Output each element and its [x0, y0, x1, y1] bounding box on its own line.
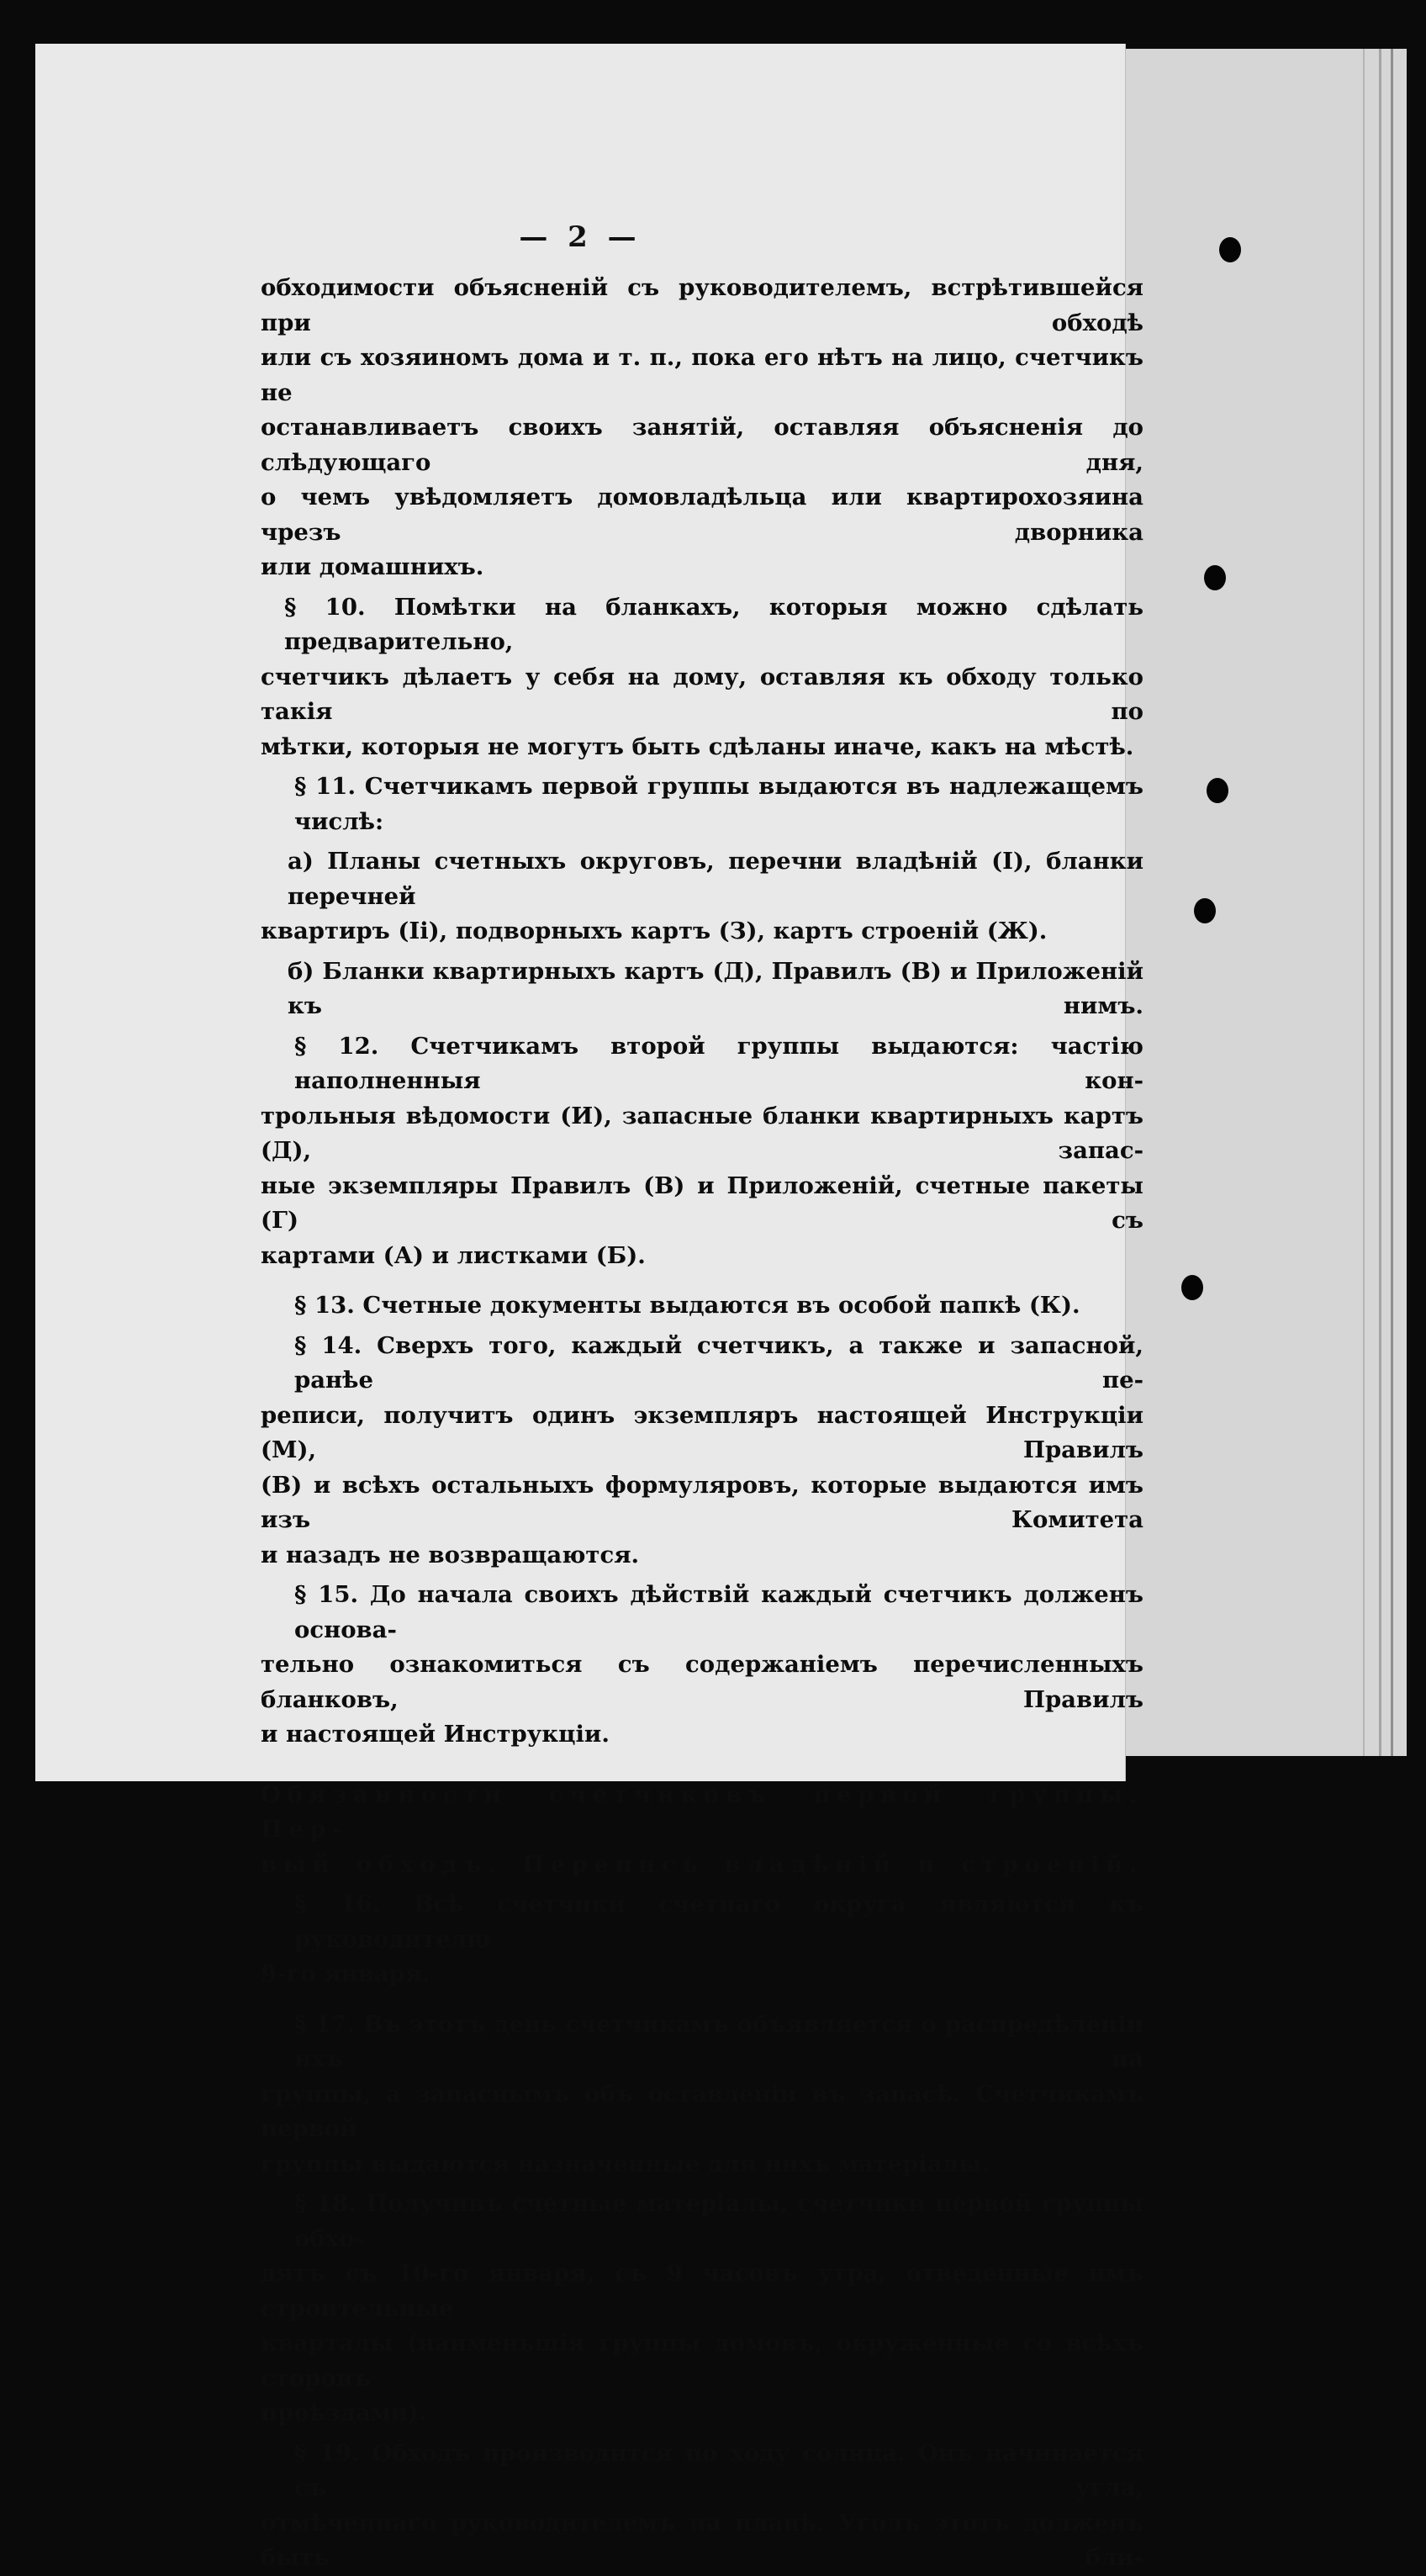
punch-hole — [1204, 565, 1226, 590]
paragraph-14 — [261, 1329, 1143, 1399]
paragraph-17 — [261, 2007, 1143, 2077]
text-line: группы, а запаснымъ объ оставленіи въ запасѣ. Счетчикамъ первой — [261, 2080, 1143, 2142]
text-line: проѣздами). — [261, 2399, 427, 2426]
text-line: останавливаетъ своихъ занятій, оставляя объясненія до слѣдующаго дня, — [261, 414, 1143, 476]
text-line: § 17. Въ этотъ день счетчикамъ объявляется о распредѣленіи ихъ на — [294, 2010, 1143, 2072]
paragraph-18-cont — [261, 2256, 1143, 2431]
text-line: § 10. Помѣтки на бланкахъ, которыя можно сдѣлать предварительно, — [284, 593, 1143, 655]
text-line: § 13. Счетные документы выдаются въ особой папкѣ (К). — [294, 1292, 1080, 1319]
heading-line: вый обходъ. Перепись владѣній и строеній. — [261, 1850, 1143, 1878]
text-line: 9-го января. — [261, 1960, 430, 1987]
text-line: а) Планы счетныхъ округовъ, перечни владѣній (І), бланки перечней — [288, 848, 1143, 910]
page-number: — 2 — — [519, 220, 642, 254]
text-line: б) Бланки квартирныхъ картъ (Д), Правилъ (В) и Приложеній къ нимъ. — [288, 957, 1143, 1019]
text-line: § 14. Сверхъ того, каждый счетчикъ, а также и запасной, ранѣе пе- — [294, 1331, 1143, 1394]
paragraph-11 — [261, 770, 1143, 839]
text-line: дятъ съ 10-го января, съ 9 часовъ утра, отведенные имъ строительные — [261, 2260, 1143, 2322]
text-line: счетчикъ дѣлаетъ у себя на дому, оставляя къ обходу только такія по — [261, 663, 1143, 725]
text-line: обходимости объясненій съ руководителемъ, встрѣтившейся при обходѣ — [261, 274, 1143, 336]
section-heading — [261, 1778, 1143, 1883]
text-line: мѣтки, которыя не могутъ быть сдѣланы иначе, какъ на мѣстѣ. — [261, 733, 1134, 760]
text-line: о чемъ увѣдомляетъ домовладѣльца или квартирохозяина чрезъ дворника — [261, 484, 1143, 546]
paragraph-12-cont — [261, 1099, 1143, 1274]
text-line: квартиръ (Іі), подворныхъ картъ (З), картъ строеній (Ж). — [261, 918, 1048, 944]
text-line: и настоящей Инструкціи. — [261, 1721, 610, 1748]
paragraph-13 — [261, 1288, 1143, 1324]
paragraph-15 — [261, 1578, 1143, 1648]
text-line: (В) и всѣхъ остальныхъ формуляровъ, которые выдаются имъ изъ Комитета — [261, 1471, 1143, 1533]
text-line: или съ хозяиномъ дома и т. п., пока его нѣтъ на лицо, счетчикъ не — [261, 344, 1143, 406]
text-line: тельно ознакомиться съ содержаніемъ перечисленныхъ бланковъ, Правилъ — [261, 1651, 1143, 1713]
text-line: § 15. До начала своихъ дѣйствій каждый счетчикъ долженъ основа- — [294, 1581, 1143, 1643]
text-line: § 11. Счетчикамъ первой группы выдаются въ надлежащемъ числѣ: — [294, 773, 1143, 835]
text-line: отмѣченнаго руководителемъ на планѣ. Уголъ этотъ долженъ быть бли- — [261, 2509, 1143, 2571]
punch-hole — [1194, 898, 1216, 923]
text-line: или домашнихъ. — [261, 553, 484, 580]
text-line: § 12. Счетчикамъ второй группы выдаются: частію наполненныя кон- — [294, 1032, 1143, 1094]
punch-hole — [1207, 778, 1228, 803]
paragraph-18 — [261, 2187, 1143, 2256]
paragraph-15-cont — [261, 1648, 1143, 1753]
text-line: § 16. Всѣ счетчики счетнаго округа являются къ руководителю — [294, 1891, 1143, 1953]
text-line: и назадъ не возвращаются. — [261, 1541, 640, 1568]
paragraph-11b — [261, 955, 1143, 1024]
text-line: группы выдаются назначенные для нихъ матеріалы. — [261, 2150, 990, 2177]
punch-hole — [1219, 237, 1241, 262]
text-line: кварталы (наименьшія группы домовъ, окруженные со всѣхъ сторонъ — [261, 2330, 1143, 2392]
document-page — [35, 44, 1143, 2571]
punch-hole — [1181, 1275, 1203, 1300]
text-line: картами (А) и листками (Б). — [261, 1241, 646, 1269]
text-line: § 19. Обходъ производится по ходу солнца. Онъ начинается съ угла, — [294, 2439, 1143, 2501]
paragraph-12 — [261, 1029, 1143, 1099]
paragraph-16-cont — [261, 1957, 1143, 1992]
paragraph-19-cont — [261, 2506, 1143, 2576]
heading-line: Обязанности счетчиковъ первой группы. Пер- — [261, 1780, 1143, 1843]
paragraph-10-cont — [261, 660, 1143, 765]
paragraph-intro — [261, 271, 1143, 585]
paragraph-14-cont — [261, 1399, 1143, 1574]
paragraph-10 — [261, 590, 1143, 660]
paragraph-17-cont — [261, 2077, 1143, 2182]
text-line: трольныя вѣдомости (И), запасные бланки квартирныхъ картъ (Д), запас- — [261, 1102, 1143, 1164]
paragraph-19 — [261, 2436, 1143, 2506]
text-line: § 18. Получивъ счетные матеріалы, счетчики первой группы обхо- — [294, 2190, 1143, 2252]
paragraph-11a — [261, 844, 1143, 914]
paragraph-16 — [261, 1887, 1143, 1957]
paragraph-11a-cont — [261, 914, 1143, 949]
text-line: ные экземпляры Правилъ (В) и Приложеній, счетные пакеты (Г) съ — [261, 1172, 1143, 1234]
page-body — [261, 271, 1143, 2576]
text-line: реписи, получитъ одинъ экземпляръ настоящей Инструкціи (М), Правилъ — [261, 1401, 1143, 1463]
